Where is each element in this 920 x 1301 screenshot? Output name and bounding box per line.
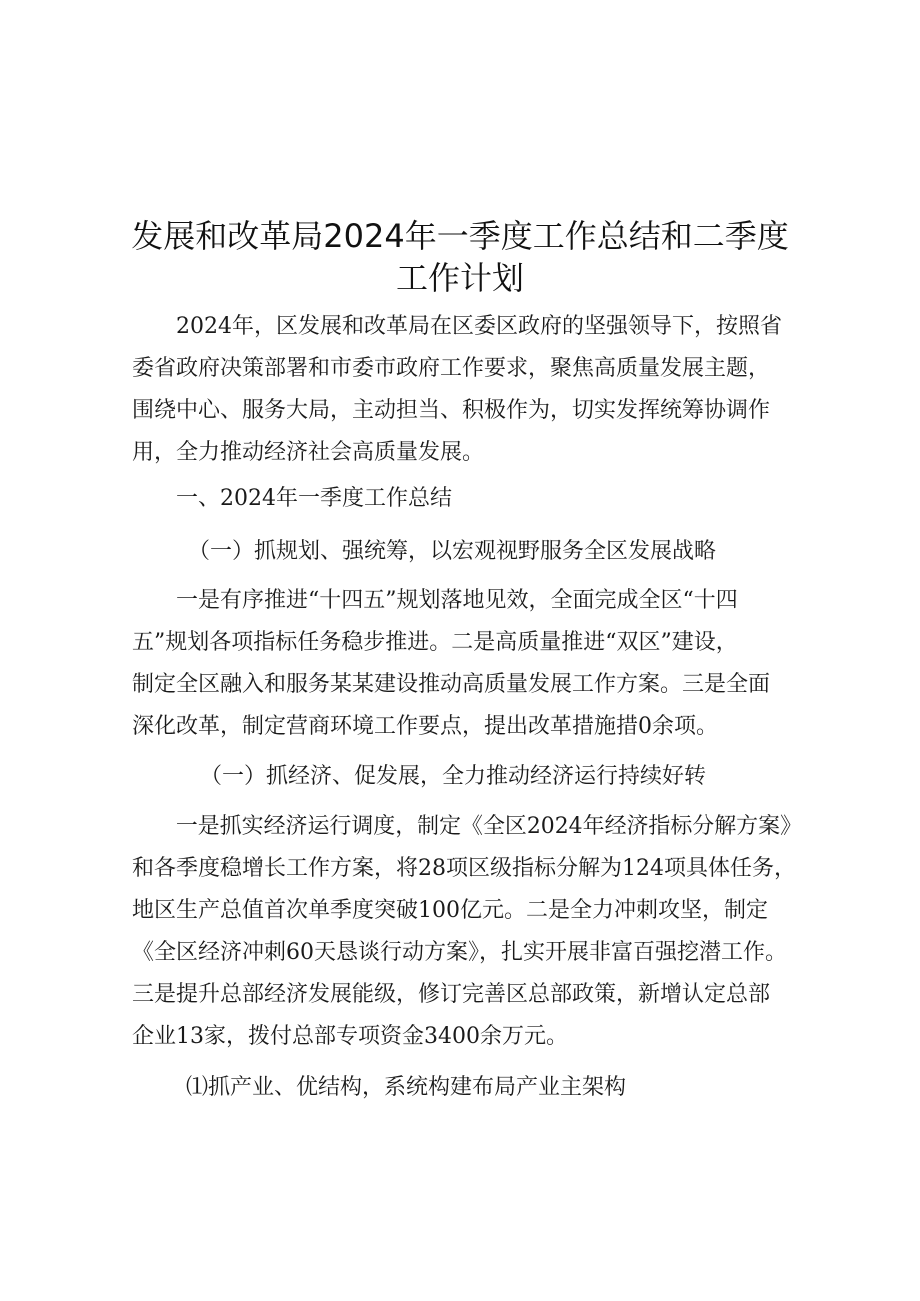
intro-line-2: 委省政府决策部署和市委市政府工作要求，聚焦高质量发展主题， <box>132 356 771 381</box>
sub2-line-3: 地区生产总值首次单季度突破100亿元。二是全力冲刺攻坚，制定 <box>132 898 768 923</box>
document-title-line-2: 工作计划 <box>395 259 524 297</box>
sub2-line-6: 企业13家，拨付总部专项资金3400余万元。 <box>132 1024 568 1049</box>
sub2-line-4: 《全区经济冲刺60天恳谈行动方案》，扎实开展非富百强挖潜工作。 <box>132 940 787 965</box>
sub2-line-1: 一是抓实经济运行调度，制定《全区2024年经济指标分解方案》 <box>132 814 802 839</box>
sub2-line-2: 和各季度稳增长工作方案，将28项区级指标分解为124项具体任务， <box>132 856 796 881</box>
sub1-line-3: 制定全区融入和服务某某建设推动高质量发展工作方案。三是全面 <box>132 672 771 697</box>
subsection-2-paragraph <box>132 806 802 1058</box>
intro-paragraph <box>132 306 802 474</box>
sub2-line-5: 三是提升总部经济发展能级，修订完善区总部政策，新增认定总部 <box>132 982 771 1007</box>
intro-line-3: 围绕中心、服务大局，主动担当、积极作为，切实发挥统筹协调作 <box>132 398 771 423</box>
intro-line-1: 2024年，区发展和改革局在区委区政府的坚强领导下，按照省 <box>132 314 782 339</box>
intro-line-4: 用，全力推动经济社会高质量发展。 <box>132 440 485 465</box>
sub1-line-4: 深化改革，制定营商环境工作要点，提出改革措施措0余项。 <box>132 714 718 739</box>
subsection-1-paragraph <box>132 580 802 748</box>
subsection-heading-2: （一）抓经济、促发展，全力推动经济运行持续好转 <box>200 764 707 789</box>
subsection-heading-3: ⑴抓产业、优结构，系统构建布局产业主架构 <box>186 1075 627 1100</box>
section-heading-1: 一、2024年一季度工作总结 <box>176 486 452 511</box>
sub1-line-2: 五”规划各项指标任务稳步推进。二是高质量推进“双区”建设， <box>132 630 738 655</box>
document-title-line-1: 发展和改革局2024年一季度工作总结和二季度 <box>131 217 789 255</box>
sub1-line-1: 一是有序推进“十四五”规划落地见效，全面完成全区“十四 <box>132 588 738 613</box>
subsection-heading-1: （一）抓规划、强统筹，以宏观视野服务全区发展战略 <box>188 539 717 564</box>
